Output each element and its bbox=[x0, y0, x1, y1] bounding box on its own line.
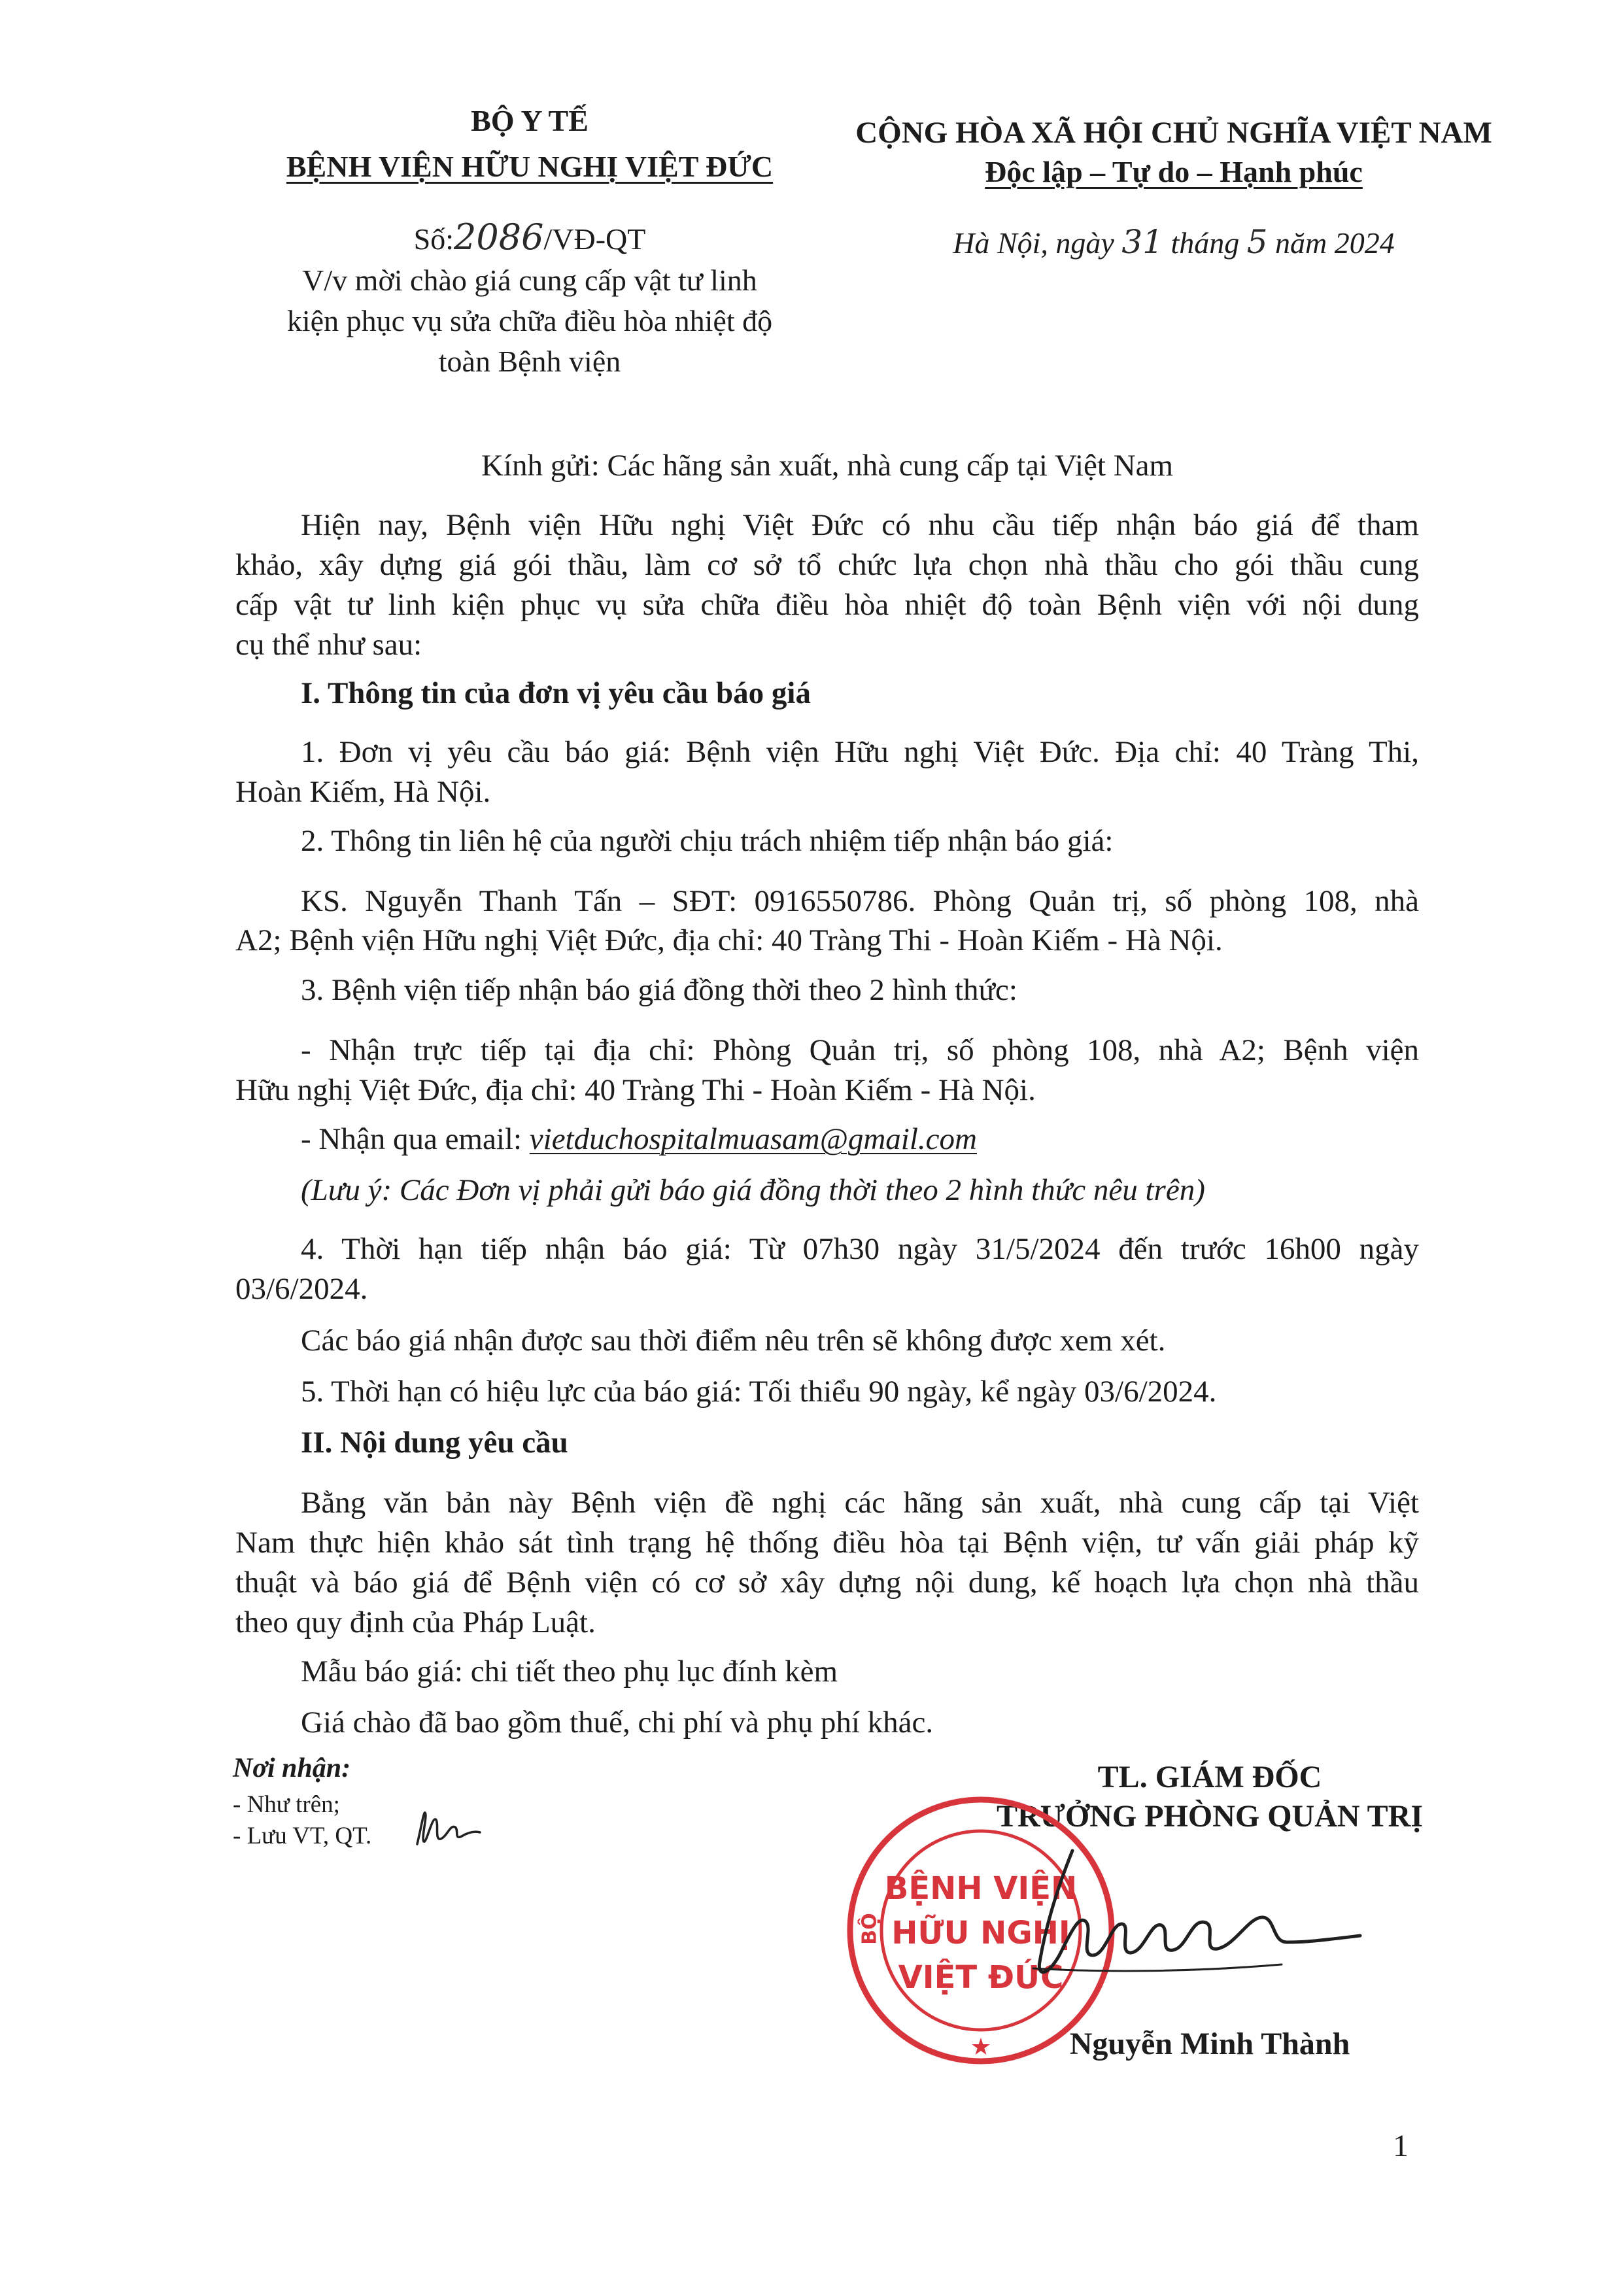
svg-text:★: ★ bbox=[970, 2034, 992, 2061]
doc-number-suffix: /VĐ-QT bbox=[543, 222, 646, 256]
initial-signature-icon bbox=[412, 1805, 484, 1851]
date-place-label: Hà Nội, ngày bbox=[953, 226, 1114, 260]
hospital-name bbox=[235, 152, 824, 182]
doc-number-handwritten: 2086 bbox=[454, 216, 544, 258]
intro-line: cấp vật tư linh kiện phục vụ sửa chữa điều hòa nhiệt độ toàn Bệnh viện với nội dung bbox=[235, 588, 1419, 622]
contact-line: A2; Bệnh viện Hữu nghị Việt Đức, địa chỉ: 40 Tràng Thi - Hoàn Kiếm - Hà Nội. bbox=[235, 923, 1223, 957]
page-number: 1 bbox=[1393, 2129, 1409, 2163]
document-number bbox=[235, 216, 824, 258]
item2-text: 2. Thông tin liên hệ của người chịu trách nhiệm tiếp nhận báo giá: bbox=[301, 824, 1114, 858]
date-place bbox=[817, 223, 1530, 261]
section2-heading: II. Nội dung yêu cầu bbox=[301, 1426, 568, 1460]
hospital-name-text: BỆNH VIỆN HỮU NGHỊ VIỆT ĐỨC bbox=[286, 150, 774, 183]
late-note: Các báo giá nhận được sau thời điểm nêu trên sẽ không được xem xét. bbox=[301, 1324, 1166, 1358]
recipients-heading: Nơi nhận: bbox=[233, 1753, 351, 1783]
price-note: Giá chào đã bao gồm thuế, chi phí và phụ phí khác. bbox=[301, 1705, 934, 1739]
motto-text: Độc lập – Tự do – Hạnh phúc bbox=[985, 155, 1363, 188]
item1-line: 1. Đơn vị yêu cầu báo giá: Bệnh viện Hữu nghị Việt Đức. Địa chỉ: 40 Tràng Thi, bbox=[301, 735, 1419, 769]
section2-line: Bằng văn bản này Bệnh viện đề nghị các hãng sản xuất, nhà cung cấp tại Việt bbox=[301, 1486, 1419, 1520]
intro-line: khảo, xây dựng giá gói thầu, làm cơ sở tổ chức lựa chọn nhà thầu cho gói thầu cung bbox=[235, 548, 1419, 582]
national-motto bbox=[817, 157, 1530, 187]
subject-line: V/v mời chào giá cung cấp vật tư linh bbox=[302, 264, 757, 297]
item4-line: 03/6/2024. bbox=[235, 1272, 368, 1306]
item1-line: Hoàn Kiếm, Hà Nội. bbox=[235, 775, 491, 809]
template-note: Mẫu báo giá: chi tiết theo phụ lục đính kèm bbox=[301, 1654, 838, 1688]
stamp-side-text: BỘ bbox=[858, 1913, 881, 1945]
section2-line: Nam thực hiện khảo sát tình trạng hệ thống điều hòa tại Bệnh viện, tư vấn giải pháp kỹ bbox=[235, 1526, 1419, 1560]
submission-note: (Lưu ý: Các Đơn vị phải gửi báo giá đồng thời theo 2 hình thức nêu trên) bbox=[301, 1173, 1205, 1207]
date-day-handwritten: 31 bbox=[1121, 223, 1163, 261]
subject-line: toàn Bệnh viện bbox=[438, 345, 621, 378]
date-year: năm 2024 bbox=[1275, 226, 1395, 260]
item5-text: 5. Thời hạn có hiệu lực của báo giá: Tối thiểu 90 ngày, kể ngày 03/6/2024. bbox=[301, 1375, 1217, 1409]
document-subject bbox=[235, 260, 824, 382]
section1-heading: I. Thông tin của đơn vị yêu cầu báo giá bbox=[301, 676, 811, 710]
subject-line: kiện phục vụ sửa chữa điều hòa nhiệt độ bbox=[286, 304, 773, 337]
date-month-handwritten: 5 bbox=[1246, 223, 1268, 261]
stamp-line: VIỆT ĐỨC bbox=[898, 1959, 1064, 1996]
signature-scribble-icon bbox=[1020, 1844, 1386, 2001]
stamp-line: BỆNH VIỆN bbox=[884, 1870, 1078, 1907]
item3-text: 3. Bệnh viện tiếp nhận báo giá đồng thời theo 2 hình thức: bbox=[301, 973, 1017, 1007]
signature-title: TRƯỞNG PHÒNG QUẢN TRỊ bbox=[996, 1799, 1424, 1834]
recipient-item: - Lưu VT, QT. bbox=[233, 1823, 372, 1849]
section2-line: theo quy định của Pháp Luật. bbox=[235, 1605, 596, 1639]
direct-line: - Nhận trực tiếp tại địa chỉ: Phòng Quản trị, số phòng 108, nhà A2; Bệnh viện bbox=[301, 1033, 1419, 1067]
signer-name: Nguyễn Minh Thành bbox=[1069, 2027, 1350, 2061]
signature-on-behalf: TL. GIÁM ĐỐC bbox=[1097, 1760, 1322, 1794]
stamp-line: HỮU NGHỊ bbox=[891, 1915, 1070, 1951]
date-month-label: tháng bbox=[1170, 226, 1240, 260]
doc-number-prefix: Số: bbox=[413, 222, 454, 256]
intro-line: Hiện nay, Bệnh viện Hữu nghị Việt Đức có nhu cầu tiếp nhận báo giá để tham bbox=[301, 508, 1419, 542]
salutation: Kính gửi: Các hãng sản xuất, nhà cung cấp tại Việt Nam bbox=[481, 449, 1174, 483]
email-row bbox=[301, 1120, 977, 1159]
item4-line: 4. Thời hạn tiếp nhận báo giá: Từ 07h30 ngày 31/5/2024 đến trước 16h00 ngày bbox=[301, 1232, 1419, 1266]
country-name: CỘNG HÒA XÃ HỘI CHỦ NGHĨA VIỆT NAM bbox=[855, 116, 1492, 150]
ministry-name: BỘ Y TẾ bbox=[471, 104, 589, 137]
intro-line: cụ thể như sau: bbox=[235, 628, 422, 662]
email-link[interactable]: vietduchospitalmuasam@gmail.com bbox=[529, 1122, 977, 1156]
section2-line: thuật và báo giá để Bệnh viện có cơ sở xây dựng nội dung, kế hoạch lựa chọn nhà thầu bbox=[235, 1566, 1419, 1600]
recipient-item: - Như trên; bbox=[233, 1791, 340, 1818]
email-prefix: - Nhận qua email: bbox=[301, 1122, 522, 1156]
direct-line: Hữu nghị Việt Đức, địa chỉ: 40 Tràng Thi - Hoàn Kiếm - Hà Nội. bbox=[235, 1073, 1036, 1107]
contact-line: KS. Nguyễn Thanh Tấn – SĐT: 0916550786. Phòng Quản trị, số phòng 108, nhà bbox=[301, 884, 1419, 918]
